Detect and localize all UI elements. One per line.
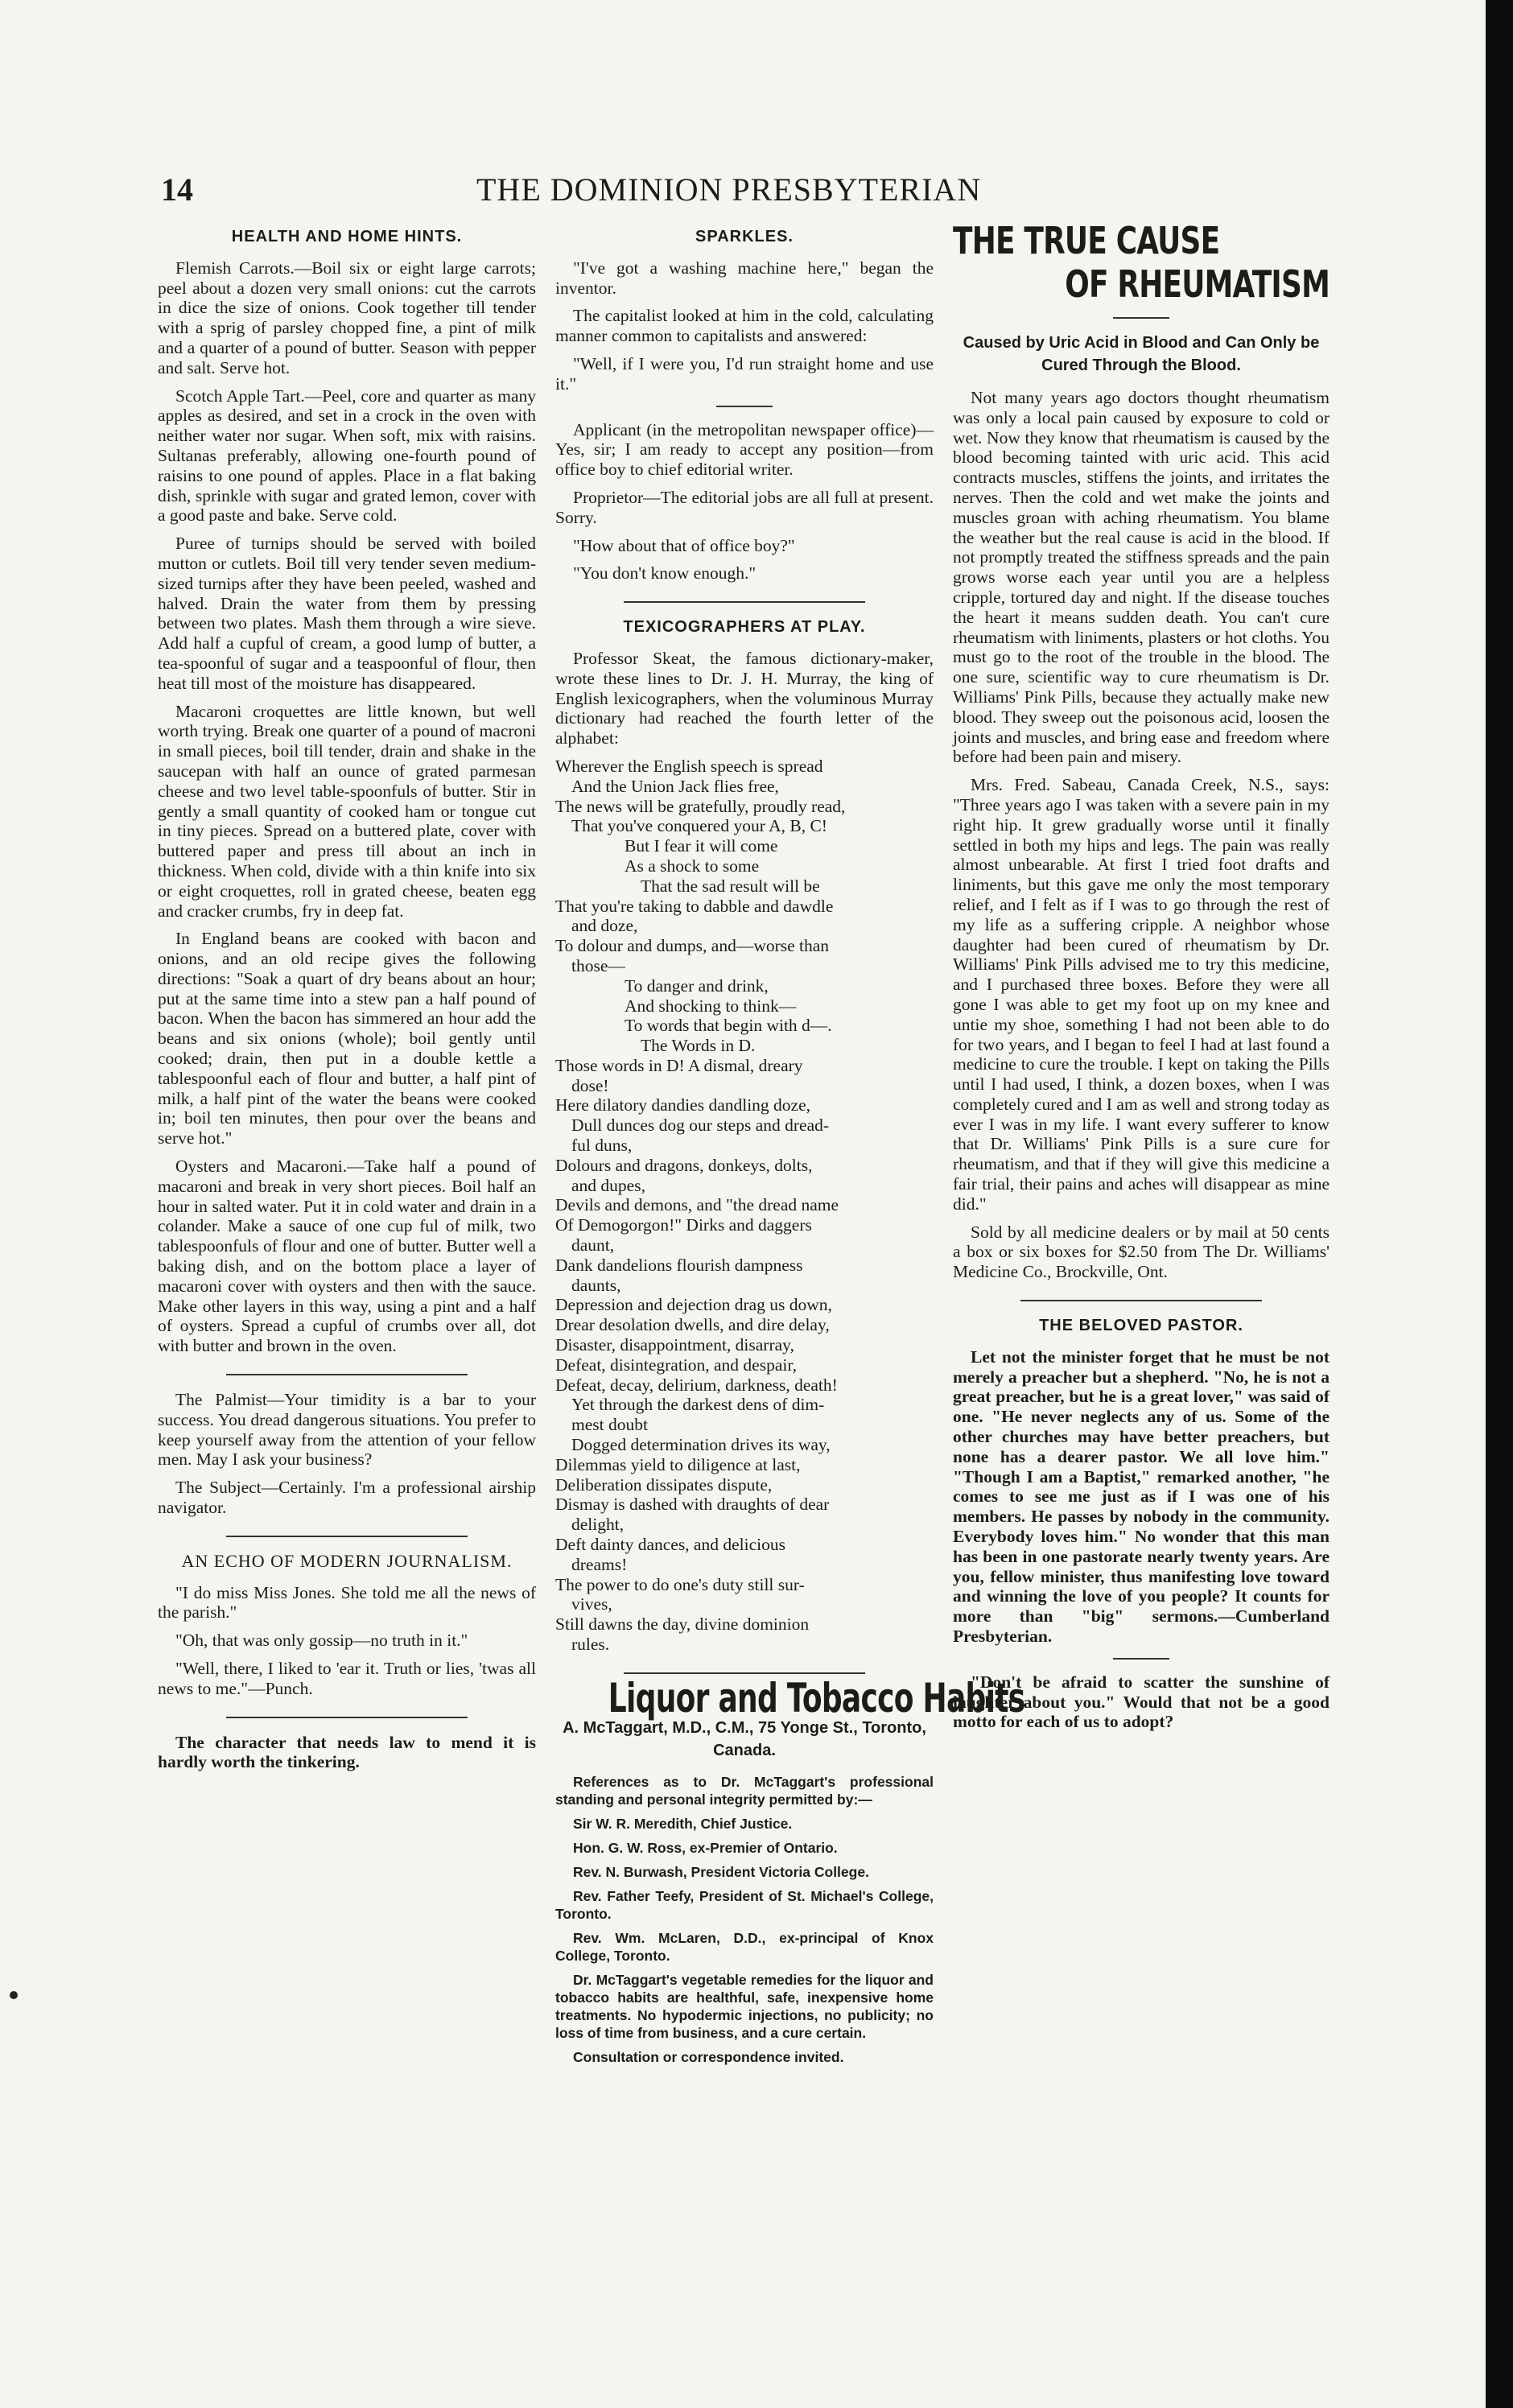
divider	[226, 1374, 468, 1375]
sparkle-line: "I've got a washing machine here," began the inventor.	[555, 258, 934, 298]
liquor-ad-references	[555, 1773, 934, 2066]
pastor-heading: THE BELOVED PASTOR.	[1039, 1317, 1243, 1335]
echo-heading: AN ECHO OF MODERN JOURNALISM.	[181, 1550, 513, 1571]
paragraph: Macaroni croquettes are little known, but well worth trying. Break one quarter of a pound of macroni in small pieces, boil till tender, drain and shake in the saucepan with half an ounce of grated parmesan cheese and two level table-spoonfuls of butter. Stir in gently a small quantity of cooked ham or tongue cut in tiny pieces. Spread on a buttered plate, cover with buttered paper and press till about an inch in thickness. When cold, divide with a thin knife into six or eight croquettes, roll in grated cheese, beaten egg and cracker crumbs, fry in deep fat.	[158, 701, 536, 921]
poem-line: mest doubt	[571, 1415, 648, 1435]
closing-quote: "Don't be afraid to scatter the sunshine of laughter about you." Would that not be a good motto for each of us to adopt?	[953, 1672, 1330, 1732]
reference-line: Rev. Wm. McLaren, D.D., ex-principal of Knox College, Toronto.	[555, 1929, 934, 1964]
poem-line: Devils and demons, and "the dread name	[555, 1195, 839, 1215]
column-health-home	[158, 222, 536, 1780]
divider	[226, 1536, 468, 1537]
divider	[1113, 1658, 1169, 1660]
poem-line: To danger and drink,	[625, 975, 769, 996]
rheumatism-paragraph: Sold by all medicine dealers or by mail at 50 cents a box or six boxes for $2.50 from The Dr. Williams' Medicine Co., Brockville, Ont.	[953, 1222, 1330, 1282]
poem-line: those—	[571, 955, 625, 975]
liquor-ad-address: A. McTaggart, M.D., C.M., 75 Yonge St., Toronto, Canada.	[563, 1718, 926, 1759]
poem-line: Dogged determination drives its way,	[571, 1435, 831, 1455]
echo-line: "Oh, that was only gossip—no truth in it."	[175, 1631, 468, 1651]
rheumatism-paragraph: Not many years ago doctors thought rheumatism was only a local pain caused by exposure to cold or wet. Now they know that rheumatism is caused by the blood becoming tainted with uric acid. This acid contracts muscles, stiffens the joints, and irritates the nerves. Then the cold and wet make the joints and muscles groan with aching rheumatism. You blame the weather but the real cause is acid in the blood. If not promptly treated the stiffness spreads and the pain grows worse each year until you are a helpless cripple, tortured day and night. If the disease touches the heart it means sudden death. You can't cure rheumatism with liniments, plasters or hot cloths. You must go to the root of the trouble in the blood. The one sure, scientific way to cure rheumatism is Dr. Williams' Pink Pills, because they actually make new blood. They sweep out the poisonous acid, loosen the joints and muscles, and bring ease and freedom where before had been pain and misery.	[953, 388, 1330, 767]
poem-line: That you've conquered your A, B, C!	[571, 816, 827, 836]
palmist-line: The Subject—Certainly. I'm a professional airship navigator.	[158, 1478, 536, 1518]
poem-line: Still dawns the day, divine dominion	[555, 1614, 810, 1635]
poem-line: and doze,	[571, 916, 638, 936]
echo-line: "I do miss Miss Jones. She told me all the news of the parish."	[158, 1582, 536, 1623]
reference-line: Rev. Father Teefy, President of St. Michael's College, Toronto.	[555, 1887, 934, 1922]
divider	[716, 406, 773, 407]
poem	[555, 757, 934, 1655]
echo-line: "Well, there, I liked to 'ear it. Truth or lies, 'twas all news to me."—Punch.	[158, 1659, 536, 1698]
reference-line: References as to Dr. McTaggart's professional standing and personal integrity permitted by:—	[555, 1773, 934, 1808]
poem-line: Drear desolation dwells, and dire delay,	[555, 1315, 830, 1335]
rheumatism-paragraph: Mrs. Fred. Sabeau, Canada Creek, N.S., says: "Three years ago I was taken with a severe pain in my right hip. It grew gradually worse until it finally settled in both my hips and legs. The pain was really almost unbearable. At first I tried foot drafts and liniments, but this gave me only the most temporary relief, and I felt as if I was to go through the rest of my life as a suffering cripple. A neighbor whose daughter had been cured of rheumatism by Dr. Williams' Pink Pills advised me to try this medicine, and I purchased three boxes. Before they were all gone I was able to get my foot up on my knee and untie my shoe, something I had not been able to do for two years, and I began to feel I had at last found a medicine to cure the trouble. I kept on taking the Pills until I had used, I think, a dozen boxes, when I was completely cured and I am as well and strong today as ever I was in my life. I want every sufferer to know that Dr. Williams' Pink Pills is a sure cure for rheumatism, and that if they will give this medicine a fair trial, their pains and aches will disappear as mine did."	[953, 775, 1330, 1214]
applicant-line: "How about that of office boy?"	[573, 535, 795, 555]
reference-line: Consultation or correspondence invited.	[573, 2048, 844, 2065]
page-header	[161, 171, 982, 214]
poem-line: delight,	[571, 1515, 625, 1535]
scan-edge	[1486, 0, 1513, 2408]
rheumatism-title-line1: THE TRUE CAUSE	[953, 219, 1220, 262]
margin-mark	[10, 1991, 18, 1999]
poem-line: And the Union Jack flies free,	[571, 776, 779, 796]
column-rheumatism	[953, 219, 1330, 1740]
reference-line: Sir W. R. Meredith, Chief Justice.	[573, 1815, 793, 1832]
poem-line: Deft dainty dances, and delicious	[555, 1535, 785, 1555]
poem-line: The power to do one's duty still sur-	[555, 1574, 805, 1594]
poem-line: Dull dunces dog our steps and dread-	[571, 1115, 830, 1136]
pastor-paragraph: Let not the minister forget that he must be not merely a preacher but a shepherd. "No, he is not a great preacher, but he is a great lover," was said of one. "He never neglects any of us. Some of the other churches may have better preachers, but none has a dearer pastor. We all love him." "Though I am a Baptist," remarked another, "he comes to see me just as if I was one of his members. He passes by nobody in the community. Everybody loves him." No wonder that this man has been in one pastorate nearly twenty years. Are you, fellow minister, thus manifesting love toward and winning the love of you people? It counts for more than "big" sermons.—Cumberland Presbyterian.	[953, 1346, 1330, 1647]
poem-line: That you're taking to dabble and dawdle	[555, 896, 834, 916]
applicant-line: Proprietor—The editorial jobs are all full at present. Sorry.	[555, 487, 934, 527]
poem-line: Of Demogorgon!" Dirks and daggers	[555, 1215, 812, 1235]
poem-line: Dilemmas yield to diligence at last,	[555, 1454, 801, 1474]
poem-line: ful duns,	[571, 1136, 633, 1156]
lexicographers-heading: TEXICOGRAPHERS AT PLAY.	[623, 618, 866, 637]
masthead: THE DOMINION PRESBYTERIAN	[476, 171, 982, 208]
sparkles-heading: SPARKLES.	[695, 228, 794, 245]
applicant-line: Applicant (in the metropolitan newspaper office)—Yes, sir; I am ready to accept any position—from office boy to chief editorial writer.	[555, 419, 934, 480]
poem-line: Defeat, disintegration, and despair,	[555, 1354, 798, 1375]
sparkle-line: The capitalist looked at him in the cold, calculating manner common to capitalists and answered:	[555, 306, 934, 346]
rheumatism-title-line2: OF RHEUMATISM	[1065, 262, 1330, 306]
poem-line: Here dilatory dandies dandling doze,	[555, 1095, 811, 1115]
column-sparkles	[555, 222, 1025, 2072]
poem-line: The news will be gratefully, proudly read,	[555, 796, 846, 816]
divider	[226, 1717, 468, 1718]
poem-line: Yet through the darkest dens of dim-	[571, 1395, 825, 1415]
poem-line: Those words in D! A dismal, dreary	[555, 1055, 803, 1075]
poem-line: That the sad result will be	[641, 876, 820, 896]
reference-line: Dr. McTaggart's vegetable remedies for the liquor and tobacco habits are healthful, safe, inexpensive home treatments. No hypodermic injections, no publicity; no loss of time from business, and a cure certain.	[555, 1971, 934, 2041]
poem-line: As a shock to some	[625, 856, 760, 876]
poem-line: To dolour and dumps, and—worse than	[555, 936, 830, 956]
poem-line: Dolours and dragons, donkeys, dolts,	[555, 1155, 813, 1175]
poem-line: And shocking to think—	[625, 996, 797, 1016]
paragraph: Oysters and Macaroni.—Take half a pound of macaroni and break in very short pieces. Boil half an hour in salted water. Put it in cold water and drain in a colander. Make a sauce of one cup ful of milk, two tablespoonfuls of flour and one of butter. Butter well a baking dish, and on the bottom place a layer of macaroni cover with oysters and then with the sauce. Make other layers in this way, using a pint and a half of oysters. Spread a cupful of crumbs over all, dot with butter and brown in the oven.	[158, 1157, 536, 1356]
paragraph: Scotch Apple Tart.—Peel, core and quarter as many apples as desired, and set in a crock in the oven with neither water nor sugar. When soft, mix with raisins. Sultanas preferably, allowing one-fourth pound of raisins to one pound of apples. Place in a flat baking dish, sprinkle with sugar and grated lemon, cover with a good paste and bake. Serve cold.	[158, 386, 536, 526]
health-heading: HEALTH AND HOME HINTS.	[231, 228, 463, 245]
paragraph: Puree of turnips should be served with boiled mutton or cutlets. Boil till very tender seven medium-sized turnips after they have been peeled, washed and halved. Drain the water from them by pressing between two plates. Mash them through a wire sieve. Add half a cupful of cream, a good lump of butter, a tea-spoonful of sugar and a teaspoonful of flour, then heat till most of the moisture has disappeared.	[158, 534, 536, 693]
health-paragraphs	[158, 258, 536, 1356]
sparkle-line: "Well, if I were you, I'd run straight home and use it."	[555, 353, 934, 394]
poem-line: Defeat, decay, delirium, darkness, death!	[555, 1375, 838, 1395]
page-number: 14	[161, 171, 193, 208]
applicant-line: "You don't know enough."	[573, 563, 756, 583]
palmist-line: The Palmist—Your timidity is a bar to your success. You dread dangerous situations. You prefer to keep yourself away from the attention of your fellow men. May I ask your business?	[158, 1390, 536, 1470]
lexicographers-intro: Professor Skeat, the famous dictionary-maker, wrote these lines to Dr. J. H. Murray, the king of English lexicographers, when the voluminous Murray dictionary had reached the fourth letter of the alphabet:	[555, 648, 934, 748]
divider	[624, 1672, 865, 1674]
paragraph: In England beans are cooked with bacon and onions, and an old recipe gives the following directions: "Soak a quart of dry beans about an hour; put at the same time into a stew pan a half pound of bacon. When the bacon has simmered an hour add the beans and six onions (whole); boil gently until cooked; drain, then put in a double kettle a tablespoonful each of flour and butter, a half pint of milk, a half pint of the water the beans were cooked in; boil ten minutes, then pour over the beans and serve hot."	[158, 929, 536, 1148]
reference-line: Hon. G. W. Ross, ex-Premier of Ontario.	[573, 1839, 838, 1856]
poem-line: Disaster, disappointment, disarray,	[555, 1335, 794, 1355]
poem-line: daunts,	[571, 1275, 621, 1295]
divider	[624, 601, 865, 603]
poem-line: daunt,	[571, 1235, 615, 1256]
rheumatism-subhead: Caused by Uric Acid in Blood and Can Only be Cured Through the Blood.	[963, 334, 1320, 374]
reference-line: Rev. N. Burwash, President Victoria College.	[573, 1863, 869, 1880]
poem-line: dose!	[571, 1075, 609, 1095]
poem-line: Dank dandelions flourish dampness	[555, 1255, 803, 1275]
poem-line: But I fear it will come	[625, 836, 778, 856]
poem-line: rules.	[571, 1635, 610, 1654]
poem-line: Dismay is dashed with draughts of dear	[555, 1495, 830, 1515]
poem-line: Wherever the English speech is spread	[555, 756, 823, 776]
poem-line: and dupes,	[571, 1175, 645, 1195]
character-quote: The character that needs law to mend it is hardly worth the tinkering.	[158, 1732, 536, 1772]
rheumatism-title	[953, 219, 1330, 306]
poem-line: dreams!	[571, 1554, 628, 1574]
paragraph: Flemish Carrots.—Boil six or eight large carrots; peel about a dozen very small onions: cut the carrots in dice the size of onions. Cook together till tender with a sprig of parsley chopped fine, a pint of milk and a quarter of a pound of butter. Season with pepper and salt. Serve hot.	[158, 258, 536, 377]
poem-line: The Words in D.	[641, 1036, 756, 1056]
poem-line: Depression and dejection drag us down,	[555, 1295, 832, 1315]
divider	[1113, 317, 1169, 319]
liquor-ad-title: Liquor and Tobacco Habits	[608, 1674, 1025, 1721]
poem-line: Deliberation dissipates dispute,	[555, 1474, 773, 1495]
poem-line: To words that begin with d—.	[625, 1016, 832, 1036]
poem-line: vives,	[571, 1594, 612, 1614]
divider	[1020, 1300, 1262, 1301]
